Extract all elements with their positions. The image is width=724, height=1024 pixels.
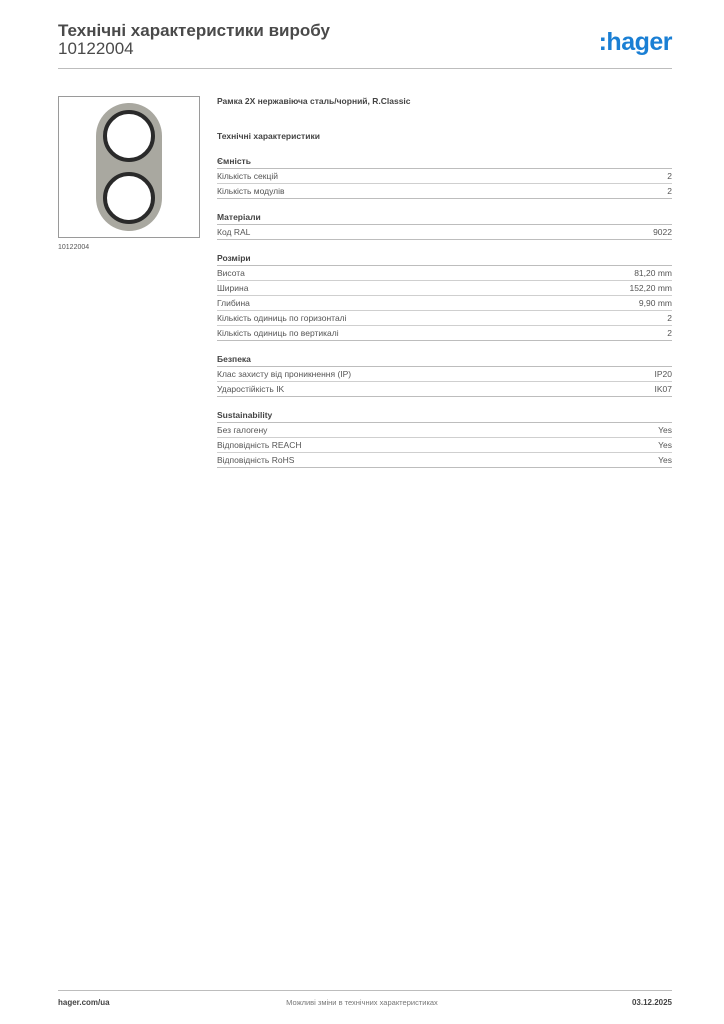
page-title: Технічні характеристики виробу [58, 21, 330, 40]
spec-label: Відповідність REACH [217, 440, 302, 450]
product-number: 10122004 [58, 39, 134, 58]
spec-label: Кількість одиниць по вертикалі [217, 328, 339, 338]
spec-value: IP20 [654, 369, 672, 379]
spec-row [217, 423, 672, 438]
footer-divider [58, 990, 672, 991]
frame-illustration [59, 97, 199, 237]
spec-label: Код RAL [217, 227, 251, 237]
product-title: Рамка 2Х нержавіюча сталь/чорний, R.Classic [217, 96, 411, 106]
spec-row [217, 382, 672, 397]
spec-group [217, 409, 672, 468]
spec-group [217, 252, 672, 341]
spec-label: Кількість модулів [217, 186, 285, 196]
spec-row [217, 311, 672, 326]
spec-group-title: Розміри [217, 252, 672, 266]
spec-row [217, 296, 672, 311]
spec-label: Ударостійкість IK [217, 384, 285, 394]
spec-value: Yes [658, 440, 672, 450]
spec-value: 9022 [653, 227, 672, 237]
spec-label: Глибина [217, 298, 250, 308]
spec-heading: Технічні характеристики [217, 131, 320, 141]
spec-row [217, 225, 672, 240]
spec-group-title: Безпека [217, 353, 672, 367]
spec-section [217, 94, 672, 468]
spec-row [217, 453, 672, 468]
spec-group-title: Матеріали [217, 211, 672, 225]
hager-logo: :hager [598, 28, 672, 56]
spec-value: 2 [667, 186, 672, 196]
spec-group [217, 155, 672, 199]
spec-value: 2 [667, 171, 672, 181]
footer-date: 03.12.2025 [631, 998, 672, 1007]
frame-ring-top [105, 112, 153, 160]
spec-row [217, 281, 672, 296]
spec-label: Висота [217, 268, 245, 278]
spec-value: 2 [667, 313, 672, 323]
spec-row [217, 326, 672, 341]
image-caption: 10122004 [58, 244, 90, 251]
spec-value: 152,20 mm [629, 283, 672, 293]
spec-row [217, 266, 672, 281]
frame-ring-bottom [105, 174, 153, 222]
spec-value: Yes [658, 455, 672, 465]
spec-value: 9,90 mm [638, 298, 672, 308]
spec-value: Yes [658, 425, 672, 435]
spec-group [217, 211, 672, 240]
spec-label: Кількість секцій [217, 171, 278, 181]
spec-row [217, 169, 672, 184]
spec-label: Ширина [217, 283, 249, 293]
spec-groups [217, 155, 672, 468]
spec-group-title: Ємність [217, 155, 672, 169]
spec-value: IK07 [654, 384, 672, 394]
product-image [58, 96, 200, 238]
header-divider [58, 68, 672, 69]
spec-label: Без галогену [217, 425, 268, 435]
spec-group-title: Sustainability [217, 409, 672, 423]
spec-value: 2 [667, 328, 672, 338]
spec-value: 81,20 mm [634, 268, 672, 278]
spec-label: Клас захисту від проникнення (IP) [217, 369, 352, 379]
spec-row [217, 367, 672, 382]
spec-label: Відповідність RoHS [217, 455, 295, 465]
footer-website[interactable]: hager.com/ua [58, 998, 110, 1007]
spec-row [217, 438, 672, 453]
footer-note: Можливі зміни в технічних характеристиках [286, 998, 438, 1007]
spec-label: Кількість одиниць по горизонталі [217, 313, 347, 323]
spec-row [217, 184, 672, 199]
spec-group [217, 353, 672, 397]
